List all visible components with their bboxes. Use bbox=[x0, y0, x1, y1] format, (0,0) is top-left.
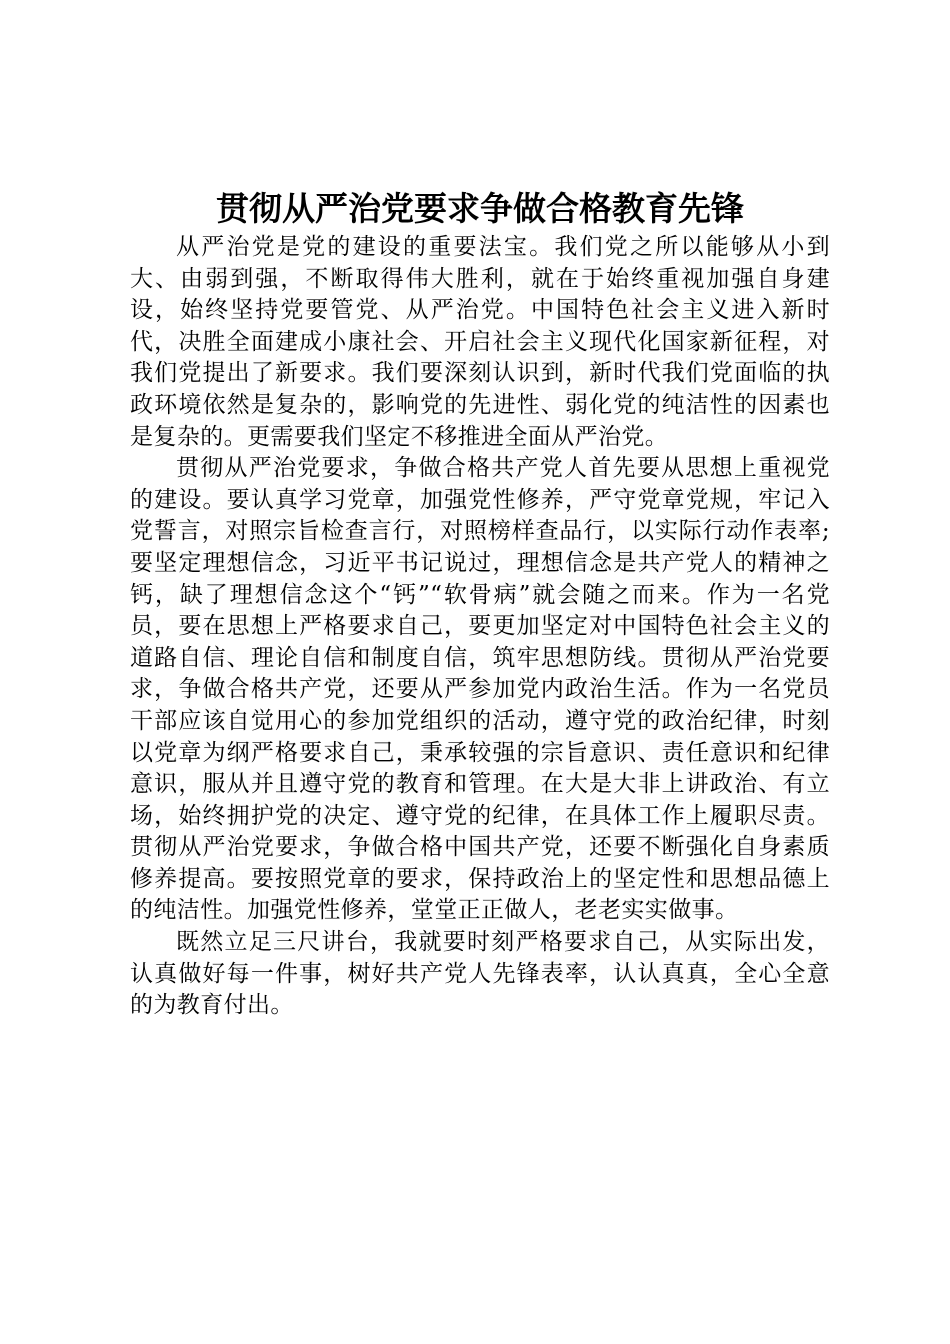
paragraph-2: 贯彻从严治党要求，争做合格共产党人首先要从思想上重视党的建设。要认真学习党章，加强党性修养，严守党章党规，牢记入党誓言，对照宗旨检查言行，对照榜样查品行，以实际行动作表率;要坚定理想信念，习近平书记说过，理想信念是共产党人的精神之钙，缺了理想信念这个“钙”“软骨病”就会随之而来。作为一名党员，要在思想上严格要求自己，要更加坚定对中国特色社会主义的道路自信、理论自信和制度自信，筑牢思想防线。贯彻从严治党要求，争做合格共产党，还要从严参加党内政治生活。作为一名党员干部应该自觉用心的参加党组织的活动，遵守党的政治纪律，时刻以党章为纲严格要求自己，秉承较强的宗旨意识、责任意识和纪律意识，服从并且遵守党的教育和管理。在大是大非上讲政治、有立场，始终拥护党的决定、遵守党的纪律，在具体工作上履职尽责。贯彻从严治党要求，争做合格中国共产党，还要不断强化自身素质修养提高。要按照党章的要求，保持政治上的坚定性和思想品德上的纯洁性。加强党性修养，堂堂正正做人，老老实实做事。 bbox=[130, 455, 830, 924]
document-body bbox=[130, 232, 830, 1022]
document-title: 贯彻从严治党要求争做合格教育先锋 bbox=[216, 189, 744, 228]
paragraph-3: 既然立足三尺讲台，我就要时刻严格要求自己，从实际出发，认真做好每一件事，树好共产党人先锋表率，认认真真，全心全意的为教育付出。 bbox=[130, 929, 830, 1019]
paragraph-1: 从严治党是党的建设的重要法宝。我们党之所以能够从小到大、由弱到强，不断取得伟大胜利，就在于始终重视加强自身建设，始终坚持党要管党、从严治党。中国特色社会主义进入新时代，决胜全面建成小康社会、开启社会主义现代化国家新征程，对我们党提出了新要求。我们要深刻认识到，新时代我们党面临的执政环境依然是复杂的，影响党的先进性、弱化党的纯洁性的因素也是复杂的。更需要我们坚定不移推进全面从严治党。 bbox=[130, 234, 830, 450]
